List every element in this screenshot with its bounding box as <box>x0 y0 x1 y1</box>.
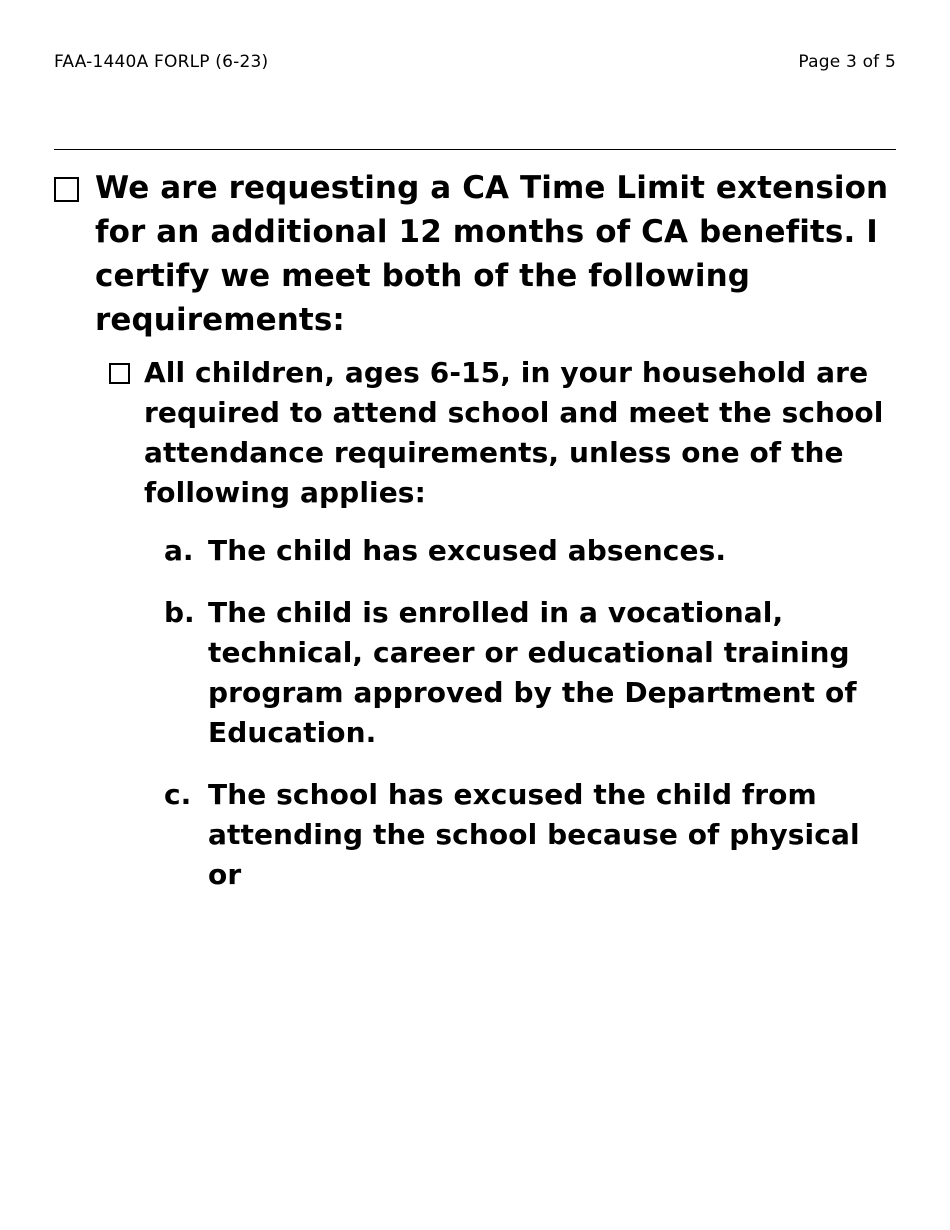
list-item <box>164 531 896 571</box>
school-attendance-item[interactable] <box>109 353 896 513</box>
list-item-marker: c. <box>164 778 192 812</box>
list-item <box>164 593 896 753</box>
page-number: Page 3 of 5 <box>798 52 896 72</box>
page-header <box>54 0 896 72</box>
list-item-text: The child is enrolled in a vocational, technical, career or educational training program approved by the Department of Education. <box>208 596 857 750</box>
main-certification-text: We are requesting a CA Time Limit extension for an additional 12 months of CA benefits. I certify we meet both of the following requirements: <box>95 170 889 339</box>
header-divider <box>54 149 896 150</box>
list-item <box>164 775 896 895</box>
list-item-text: The child has excused absences. <box>208 534 727 568</box>
main-certification-item[interactable] <box>54 166 896 342</box>
form-identifier: FAA-1440A FORLP (6-23) <box>54 52 269 72</box>
list-item-text: The school has excused the child from attending the school because of physical or <box>208 778 860 892</box>
checkbox-school-attendance[interactable] <box>109 363 130 384</box>
exception-list <box>164 531 896 895</box>
document-content <box>54 166 896 895</box>
list-item-marker: b. <box>164 596 195 630</box>
list-item-marker: a. <box>164 534 194 568</box>
school-attendance-text: All children, ages 6-15, in your household are required to attend school and meet the school attendance requirements, unless one of the following applies: <box>144 356 884 510</box>
checkbox-ca-time-limit-extension[interactable] <box>54 177 79 202</box>
